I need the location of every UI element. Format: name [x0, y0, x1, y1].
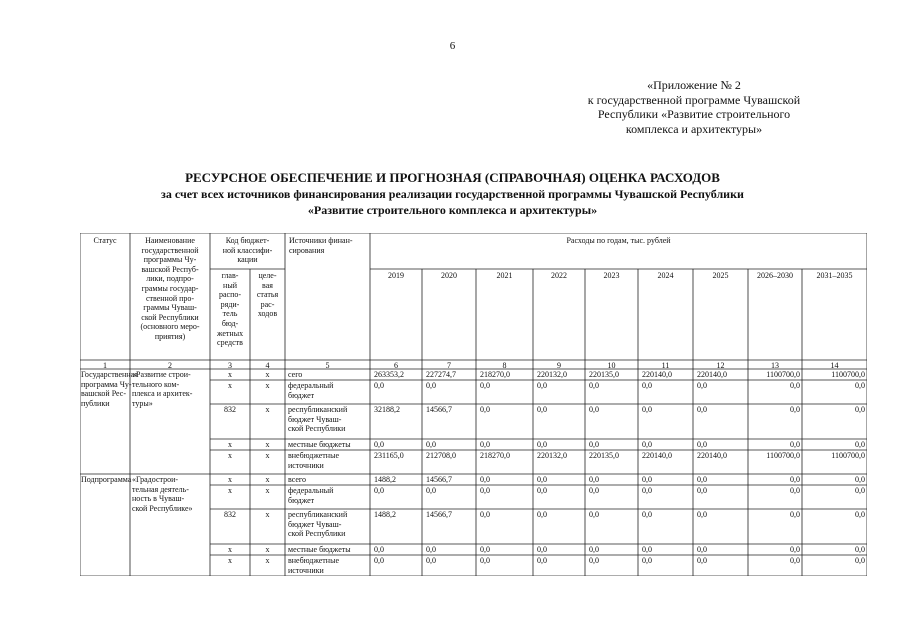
expense-value: 1488,2 — [374, 475, 396, 484]
header-sources: сирования — [289, 245, 325, 255]
funding-source: бюджет — [288, 495, 315, 505]
expense-value: 0,0 — [855, 486, 865, 495]
expense-value: 0,0 — [426, 556, 436, 565]
funding-source: республиканский — [288, 510, 348, 519]
header-expense-item: ходов — [257, 309, 278, 319]
header-main-manager: глав- — [221, 271, 239, 280]
expense-value: 0,0 — [697, 486, 707, 495]
expense-value: 0,0 — [374, 440, 384, 449]
funding-source: республиканский — [288, 405, 348, 414]
expense-value: 0,0 — [642, 556, 652, 565]
expense-value: 0,0 — [426, 486, 436, 495]
column-number: 10 — [607, 360, 616, 370]
expense-value: 0,0 — [589, 556, 599, 565]
expense-value: 0,0 — [537, 475, 547, 484]
header-name: ственной про- — [145, 293, 195, 303]
expense-value: 0,0 — [855, 405, 865, 414]
expense-item-code: x — [265, 370, 270, 379]
expense-value: 0,0 — [697, 405, 707, 414]
expense-value: 0,0 — [855, 475, 865, 484]
expense-value: 0,0 — [480, 405, 490, 414]
main-manager-code: x — [228, 556, 232, 565]
expense-value: 0,0 — [790, 475, 800, 484]
expense-value: 0,0 — [537, 510, 547, 519]
expense-value: 0,0 — [480, 545, 490, 554]
title-line-2: за счет всех источников финансирования реализации государственной программы Чувашской Республики — [161, 187, 744, 201]
expense-value: 32188,2 — [374, 405, 400, 414]
header-name: граммы государ- — [141, 284, 199, 293]
expense-item-code: x — [265, 451, 270, 460]
header-year: 2023 — [603, 271, 620, 280]
header-budget-code: ной классифи- — [222, 245, 273, 255]
funding-source: местные бюджеты — [288, 545, 351, 554]
header-year: 2025 — [712, 271, 729, 280]
expense-value: 220140,0 — [642, 451, 672, 460]
expense-value: 0,0 — [855, 440, 865, 449]
expense-value: 0,0 — [537, 381, 547, 390]
expense-value: 0,0 — [855, 545, 865, 554]
row-status: вашской Рес- — [81, 389, 127, 399]
appendix-note — [560, 78, 828, 136]
row-name: ность в Чуваш- — [132, 494, 185, 504]
header-name: Наименование — [145, 236, 195, 245]
column-number: 6 — [394, 360, 398, 370]
row-name: «Развитие строи- — [132, 370, 191, 379]
header-expense-item: статья — [256, 290, 279, 300]
header-year: 2022 — [551, 271, 567, 280]
expense-item-code: x — [265, 381, 270, 390]
expense-value: 218270,0 — [480, 451, 510, 460]
row-status: программа Чу- — [81, 379, 132, 389]
funding-source: бюджет Чуваш- — [288, 414, 342, 424]
expense-item-code: x — [265, 486, 270, 495]
expense-value: 0,0 — [480, 556, 490, 565]
expense-value: 0,0 — [589, 510, 599, 519]
header-year: 2020 — [441, 271, 457, 280]
funding-source: источники — [288, 565, 324, 575]
expense-value: 0,0 — [790, 486, 800, 495]
expenses-table — [80, 233, 867, 576]
row-status: публики — [81, 398, 110, 408]
header-main-manager: ряди- — [220, 299, 240, 309]
expense-value: 0,0 — [374, 556, 384, 565]
header-name: (основного меро- — [140, 322, 200, 332]
expense-value: 0,0 — [642, 475, 652, 484]
header-main-manager: средств — [217, 338, 243, 348]
expense-value: 0,0 — [426, 440, 436, 449]
title-line-3: «Развитие строительного комплекса и архитектуры» — [307, 203, 598, 217]
expense-item-code: x — [265, 440, 270, 449]
column-number: 12 — [716, 360, 725, 370]
header-sources: Источники финан- — [289, 236, 353, 245]
expense-value: 220135,0 — [589, 451, 619, 460]
expense-value: 0,0 — [480, 486, 490, 495]
header-name: лики, подпро- — [146, 274, 194, 284]
main-manager-code: x — [228, 451, 232, 460]
row-status: Государственная — [81, 370, 138, 379]
main-manager-code: 832 — [224, 405, 236, 414]
expense-value: 218270,0 — [480, 370, 510, 379]
expense-value: 263353,2 — [374, 370, 404, 379]
title-line-1: РЕСУРСНОЕ ОБЕСПЕЧЕНИЕ И ПРОГНОЗНАЯ (СПРАВОЧНАЯ) ОЦЕНКА РАСХОДОВ — [185, 170, 720, 185]
header-name: государственной — [141, 245, 199, 255]
expense-value: 0,0 — [790, 381, 800, 390]
column-number: 5 — [325, 360, 330, 370]
header-budget-code: кации — [237, 255, 258, 265]
column-number: 14 — [830, 360, 839, 370]
expense-value: 0,0 — [480, 510, 490, 519]
row-name: тельная деятель- — [132, 484, 189, 494]
expense-value: 0,0 — [374, 381, 384, 390]
main-manager-code: x — [228, 475, 232, 484]
expense-value: 0,0 — [589, 475, 599, 484]
expense-value: 0,0 — [790, 510, 800, 519]
expense-value: 0,0 — [697, 381, 707, 390]
expense-value: 0,0 — [642, 510, 652, 519]
expense-value: 0,0 — [790, 405, 800, 414]
funding-source: федеральный — [288, 381, 334, 390]
expense-value: 227274,7 — [426, 370, 456, 379]
header-main-manager: тель — [222, 309, 238, 319]
expense-value: 220140,0 — [697, 451, 727, 460]
expense-value: 220132,0 — [537, 451, 567, 460]
expense-value: 1488,2 — [374, 510, 396, 519]
expense-value: 0,0 — [537, 486, 547, 495]
expense-value: 0,0 — [855, 381, 865, 390]
header-expense-item: вая — [262, 280, 273, 290]
header-year: 2024 — [657, 271, 674, 280]
main-manager-code: x — [228, 486, 232, 495]
funding-source: источники — [288, 460, 324, 470]
column-number: 2 — [168, 360, 172, 370]
expense-value: 231165,0 — [374, 451, 404, 460]
funding-source: ской Республики — [288, 424, 346, 434]
expense-value: 0,0 — [642, 381, 652, 390]
expense-value: 0,0 — [790, 545, 800, 554]
expense-value: 0,0 — [480, 440, 490, 449]
expense-value: 0,0 — [589, 381, 599, 390]
expense-value: 0,0 — [790, 556, 800, 565]
expense-value: 0,0 — [537, 405, 547, 414]
expense-value: 0,0 — [480, 381, 490, 390]
expense-value: 1100700,0 — [831, 370, 865, 379]
header-budget-code: Код бюджет- — [225, 236, 270, 245]
column-number: 7 — [447, 360, 451, 370]
expense-value: 0,0 — [589, 486, 599, 495]
expense-value: 1100700,0 — [766, 370, 800, 379]
column-number: 1 — [103, 360, 107, 370]
column-number: 9 — [557, 360, 561, 370]
header-year: 2021 — [496, 271, 513, 280]
appendix-line: «Приложение № 2 — [647, 78, 741, 92]
funding-source: сего — [288, 370, 303, 379]
document-title — [0, 170, 905, 218]
header-year: 2031–2035 — [816, 271, 853, 280]
appendix-line: Республики «Развитие строительного — [597, 107, 791, 121]
header-name: программы Чу- — [143, 255, 197, 265]
expense-value: 0,0 — [855, 556, 865, 565]
expense-value: 0,0 — [697, 510, 707, 519]
column-number: 4 — [265, 360, 270, 370]
funding-source: бюджет — [288, 390, 315, 400]
header-main-manager: распо- — [218, 290, 242, 300]
main-manager-code: x — [228, 381, 232, 390]
expense-value: 0,0 — [426, 381, 436, 390]
expense-value: 1100700,0 — [831, 451, 865, 460]
header-main-manager: бюд- — [221, 319, 239, 328]
row-name: «Градострои- — [132, 475, 179, 484]
row-name: ской Республике» — [132, 503, 193, 513]
funding-source: федеральный — [288, 486, 334, 495]
expense-value: 0,0 — [589, 405, 599, 414]
expense-value: 220140,0 — [697, 370, 727, 379]
header-year: 2026–2030 — [757, 271, 793, 280]
row-name: плекса и архитек- — [132, 389, 193, 399]
expense-value: 0,0 — [537, 545, 547, 554]
column-number: 8 — [502, 360, 507, 370]
expense-value: 0,0 — [374, 486, 384, 495]
row-status: Подпрограмма — [81, 475, 132, 484]
expense-value: 0,0 — [537, 440, 547, 449]
expense-value: 0,0 — [642, 486, 652, 495]
column-number: 13 — [771, 360, 779, 370]
expense-value: 0,0 — [589, 545, 599, 554]
appendix-line: к государственной программе Чувашской — [587, 92, 801, 107]
expense-value: 220132,0 — [537, 370, 567, 379]
expense-value: 0,0 — [855, 510, 865, 519]
header-name: приятия) — [154, 332, 186, 341]
row-name: туры» — [132, 398, 153, 408]
main-manager-code: x — [228, 370, 232, 379]
header-name: вашской Респуб- — [141, 264, 199, 274]
expense-value: 220135,0 — [589, 370, 619, 379]
expense-item-code: x — [265, 475, 270, 484]
main-manager-code: x — [228, 440, 232, 449]
column-number: 3 — [228, 360, 232, 370]
main-manager-code: x — [228, 545, 232, 554]
header-expense-item: целе- — [258, 271, 277, 280]
expense-value: 0,0 — [642, 440, 652, 449]
expense-value: 0,0 — [697, 556, 707, 565]
column-number: 11 — [661, 360, 670, 370]
header-main-manager: ный — [223, 280, 237, 290]
row-name: тельного ком- — [132, 379, 180, 389]
expense-value: 0,0 — [697, 440, 707, 449]
expense-value: 0,0 — [374, 545, 384, 554]
funding-source: ской Республики — [288, 529, 346, 539]
expense-value: 0,0 — [480, 475, 490, 484]
funding-source: внебюджетные — [288, 556, 339, 565]
expense-value: 1100700,0 — [766, 451, 800, 460]
header-expenses: Расходы по годам, тыс. рублей — [566, 236, 671, 245]
header-expense-item: рас- — [260, 299, 275, 309]
header-status: Статус — [93, 236, 117, 245]
funding-source: всего — [288, 475, 307, 484]
expense-item-code: x — [265, 510, 270, 519]
expense-value: 212708,0 — [426, 451, 456, 460]
expense-value: 0,0 — [426, 545, 436, 554]
expense-value: 0,0 — [697, 545, 707, 554]
expense-item-code: x — [265, 545, 270, 554]
expense-value: 14566,7 — [426, 475, 452, 484]
expense-value: 220140,0 — [642, 370, 672, 379]
header-year: 2019 — [388, 271, 404, 280]
header-main-manager: жетных — [216, 328, 244, 338]
appendix-line: комплекса и архитектуры» — [625, 121, 763, 136]
funding-source: внебюджетные — [288, 451, 339, 460]
header-name: граммы Чуваш- — [143, 303, 197, 313]
header-name: ской Республики — [141, 312, 199, 322]
expense-item-code: x — [265, 556, 270, 565]
funding-source: местные бюджеты — [288, 440, 351, 449]
expense-value: 0,0 — [697, 475, 707, 484]
main-manager-code: 832 — [224, 510, 236, 519]
page-number: 6 — [449, 40, 456, 52]
expense-value: 0,0 — [790, 440, 800, 449]
expense-item-code: x — [265, 405, 270, 414]
expense-value: 0,0 — [642, 405, 652, 414]
expense-value: 14566,7 — [426, 510, 452, 519]
expense-value: 0,0 — [537, 556, 547, 565]
expense-value: 0,0 — [589, 440, 599, 449]
funding-source: бюджет Чуваш- — [288, 519, 342, 529]
expense-value: 14566,7 — [426, 405, 452, 414]
expense-value: 0,0 — [642, 545, 652, 554]
